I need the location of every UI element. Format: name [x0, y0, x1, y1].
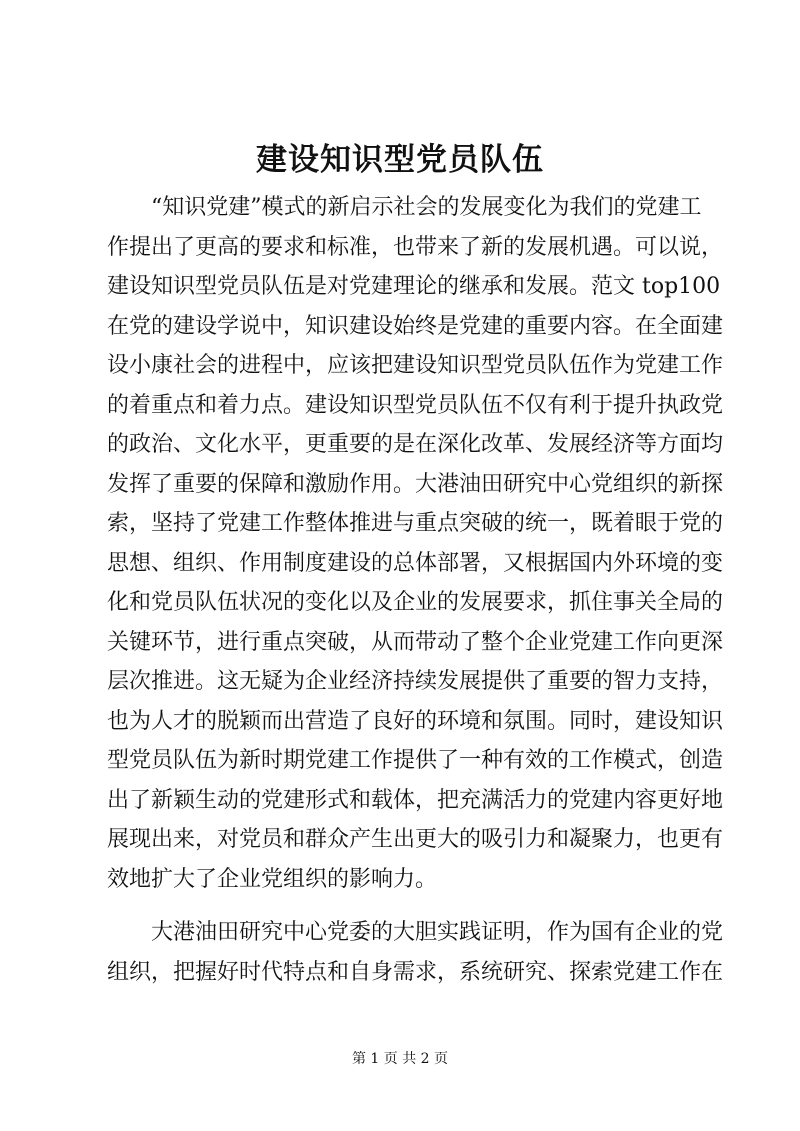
- text-line: 索，坚持了党建工作整体推进与重点突破的统一，既着眼于党的: [107, 511, 724, 536]
- text-line: 型党员队伍为新时期党建工作提供了一种有效的工作模式，创造: [107, 748, 724, 773]
- paragraph-2: [107, 913, 724, 992]
- text-line: 组织，把握好时代特点和自身需求，系统研究、探索党建工作在: [107, 959, 724, 985]
- text-line: 的着重点和着力点。建设知识型党员队伍不仅有利于提升执政党: [107, 392, 724, 418]
- text-line: 关键环节，进行重点突破，从而带动了整个企业党建工作向更深: [107, 629, 724, 655]
- text-line: 化和党员队伍状况的变化以及企业的发展要求，抓住事关全局的: [107, 590, 724, 615]
- text-line: 建设知识型党员队伍是对党建理论的继承和发展。范文 top100: [107, 274, 721, 299]
- text-line: 展现出来，对党员和群众产生出更大的吸引力和凝聚力，也更有: [107, 827, 724, 852]
- text-line: 层次推进。这无疑为企业经济持续发展提供了重要的智力支持，: [107, 669, 724, 694]
- text-line: 效地扩大了企业党组织的影响力。: [107, 866, 438, 892]
- page-footer: 第 1 页 共 2 页: [351, 1051, 449, 1067]
- text-line: 作提出了更高的要求和标准，也带来了新的发展机遇。可以说，: [107, 234, 724, 260]
- text-line: 大港油田研究中心党委的大胆实践证明，作为国有企业的党: [151, 920, 724, 945]
- text-line: 设小康社会的进程中，应该把建设知识型党员队伍作为党建工作: [107, 353, 724, 378]
- text-line: “知识党建”模式的新启示社会的发展变化为我们的党建工: [151, 195, 702, 220]
- text-line: 发挥了重要的保障和激励作用。大港油田研究中心党组织的新探: [107, 471, 724, 497]
- text-line: 出了新颖生动的党建形式和载体，把充满活力的党建内容更好地: [107, 787, 724, 813]
- text-line: 思想、组织、作用制度建设的总体部署，又根据国内外环境的变: [107, 550, 724, 576]
- text-line: 也为人才的脱颖而出营造了良好的环境和氛围。同时，建设知识: [107, 708, 724, 734]
- text-line: 在党的建设学说中，知识建设始终是党建的重要内容。在全面建: [107, 313, 724, 339]
- text-line: 的政治、文化水平，更重要的是在深化改革、发展经济等方面均: [107, 432, 724, 457]
- document-title: 建设知识型党员队伍: [256, 142, 544, 178]
- paragraph-1: [107, 188, 724, 899]
